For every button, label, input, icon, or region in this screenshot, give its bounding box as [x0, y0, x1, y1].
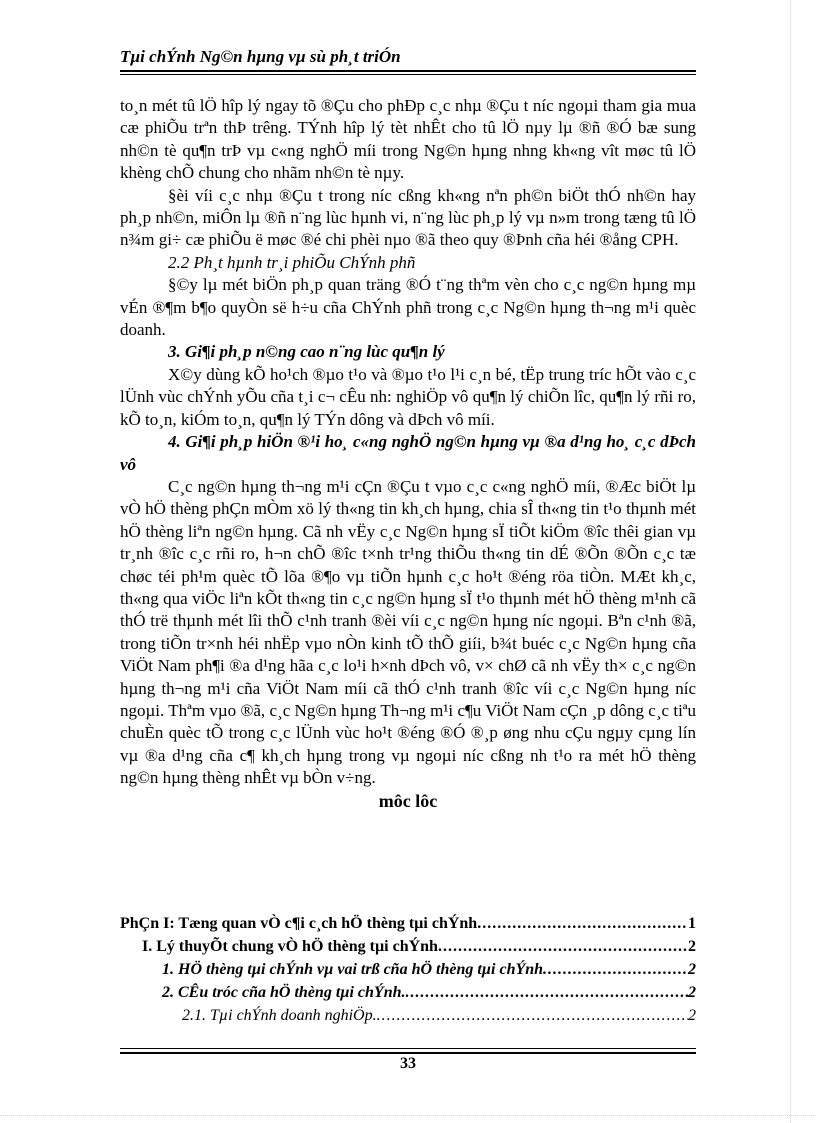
toc-title: môc lôc	[378, 790, 438, 811]
toc-entry-text: 2.1. Tµi chÝnh doanh nghiÖp.	[182, 1007, 377, 1024]
footer-rule-thick	[120, 1052, 696, 1054]
header-rule-thick	[120, 70, 696, 72]
toc-leader	[438, 938, 688, 956]
paragraph: to¸n mét tû lÖ hîp lý ngay tõ ®Çu cho phÐp c¸c nhµ ®Çu t níc ngoµi tham gia mua cæ phiÕu trªn thÞ trêng. TÝnh hîp lý tèt nhÊt cho tû lÖ nµy lµ ®ñ ®Ó bæ sung nh©n tè qu¶n trÞ vµ c«ng nghÖ míi trong Ng©n hµng nhng kh«ng vît møc tû lÖ khèng chÕ chung cho nhãm nh©n tè nµy.	[120, 96, 696, 183]
toc-leader	[406, 984, 689, 1002]
toc-entry[interactable]	[120, 938, 696, 961]
toc-entry-text: I. Lý thuyÕt chung vÒ hÖ thèng tµi chÝnh	[142, 938, 438, 955]
toc-leader	[543, 961, 688, 979]
paragraph: C¸c ng©n hµng th¬ng m¹i cÇn ®Çu t vµo c¸c c«ng nghÖ míi, ®Æc biÖt lµ vÒ hÖ thèng phÇn mÒm xö lý th«ng tin kh¸ch hµng, chia sÎ th«ng tin t¹o thµnh mét hÖ thèng liªn ng©n hµng. Cã nh vËy c¸c Ng©n hµng sÏ tiÕt kiÖm ®îc thêi gian vµ tr¸nh ®îc c¸c rñi ro, h¬n chÕ ®îc t×nh tr¹ng thiÕu th«ng tin dÉ ®Õn ®Õn c¸c tæ chøc téi ph¹m quèc tÕ lõa ®¶o vµ tiÕn hµnh c¸c ho¹t ®éng röa tiÒn. MÆt kh¸c, th«ng qua viÖc liªn kÕt th«ng tin c¸c ng©n hµng sÏ t¹o thµnh mét hÖ thèng m¹nh cã thÓ trë thµnh mét lîi thÕ c¹nh tranh ®èi víi c¸c ng©n hµng níc ngoµi. Bªn c¹nh ®ã, trong tiÕn tr×nh héi nhËp vµo nÒn kinh tÕ thÕ giíi, b¾t buéc c¸c Ng©n hµng cña ViÖt Nam ph¶i ®a d¹ng hãa c¸c lo¹i h×nh dÞch vô, v× chØ cã nh vËy th× c¸c ng©n hµng th¬ng m¹i cña ViÖt Nam míi cã thÓ c¹nh tranh ®îc víi c¸c Ng©n hµng níc ngoµi. Thªm vµo ®ã, c¸c Ng©n hµng Th¬ng m¹i c¶u ViÖt Nam cÇn ¸p dông c¸c tiªu chuÈn quèc tÕ trong c¸c lÜnh vùc ho¹t ®éng ®Ó ®¸p øng nhu cÇu ngµy cµng lín vµ ®a d¹ng cña c¶ kh¸ch hµng trong vµ ngoµi níc cßng nh t¹o ra mét hÖ thèng ng©n hµng thèng nhÊt vµ bÒn v÷ng.	[120, 476, 696, 788]
header-rule-thin	[120, 74, 696, 75]
toc-entry-text: PhÇn I: Tæng quan vÒ c¶i c¸ch hÖ thèng tµi chÝnh	[120, 915, 478, 932]
toc-entry-text: 2. CÊu tróc cña hÖ thèng tµi chÝnh.	[162, 984, 406, 1001]
page-edge-right	[790, 0, 791, 1123]
page-edge-bottom	[0, 1115, 816, 1116]
table-of-contents	[120, 915, 696, 1030]
toc-entry-page: 2	[688, 961, 696, 978]
toc-entry[interactable]	[120, 961, 696, 984]
paragraph: §èi víi c¸c nhµ ®Çu t trong níc cßng kh«ng nªn ph©n biÖt thÓ nh©n hay ph¸p nh©n, miÔn lµ ®ñ n¨ng lùc hµnh vi, n¨ng lùc ph¸p lý vµ n»m trong tæng tû lÖ n¾m gi÷ cæ phiÕu ë møc ®é chi phèi nµo ®ã theo quy ®Þnh cña héi ®ång CPH.	[120, 185, 696, 250]
toc-leader	[477, 915, 688, 933]
section-heading: 3. Gi¶i ph¸p n©ng cao n¨ng lùc qu¶n lý	[168, 342, 445, 362]
paragraph: §©y lµ mét biÖn ph¸p quan träng ®Ó t¨ng thªm vèn cho c¸c ng©n hµng mµ vÉn ®¶m b¶o quyÒn së h÷u cña ChÝnh phñ trong c¸c Ng©n hµng th¬ng m¹i quèc doanh.	[120, 275, 696, 340]
paragraph: X©y dùng kÕ ho¹ch ®µo t¹o và ®µo t¹o l¹i c¸n bé, tËp trung tríc hÕt vào c¸c lÜnh vùc chÝnh yÕu cña t¸i c¬ cÊu nh: nghiÖp vô qu¶n lý chiÕn lîc, qu¶n lý rñi ro, kÕ to¸n, kiÓm to¸n, qu¶n lý TÝn dông và dÞch vô míi.	[120, 364, 696, 429]
toc-entry-text: 1. HÖ thèng tµi chÝnh vµ vai trß cña hÖ thèng tµi chÝnh	[162, 961, 544, 978]
section-heading: 4. Gi¶i ph¸p hiÖn ®¹i ho¸ c«ng nghÖ ng©n hµng vµ ®a d¹ng ho¸ c¸c dÞch vô	[120, 432, 696, 474]
body-text	[120, 95, 696, 812]
page-number: 33	[400, 1055, 416, 1072]
toc-entry[interactable]	[120, 1007, 696, 1030]
toc-entry-page: 2	[688, 984, 696, 1001]
footer-rule-thin	[120, 1048, 696, 1049]
page-header-title: Tµi chÝnh Ng©n hµng vµ sù ph¸t triÓn	[120, 47, 401, 66]
toc-entry-page: 1	[688, 915, 696, 932]
toc-entry[interactable]	[120, 915, 696, 938]
toc-entry[interactable]	[120, 984, 696, 1007]
subheading: 2.2 Ph¸t hµnh tr¸i phiÕu ChÝnh phñ	[168, 252, 416, 272]
toc-entry-page: 2	[688, 1007, 696, 1024]
toc-leader	[377, 1007, 688, 1025]
toc-entry-page: 2	[688, 938, 696, 955]
